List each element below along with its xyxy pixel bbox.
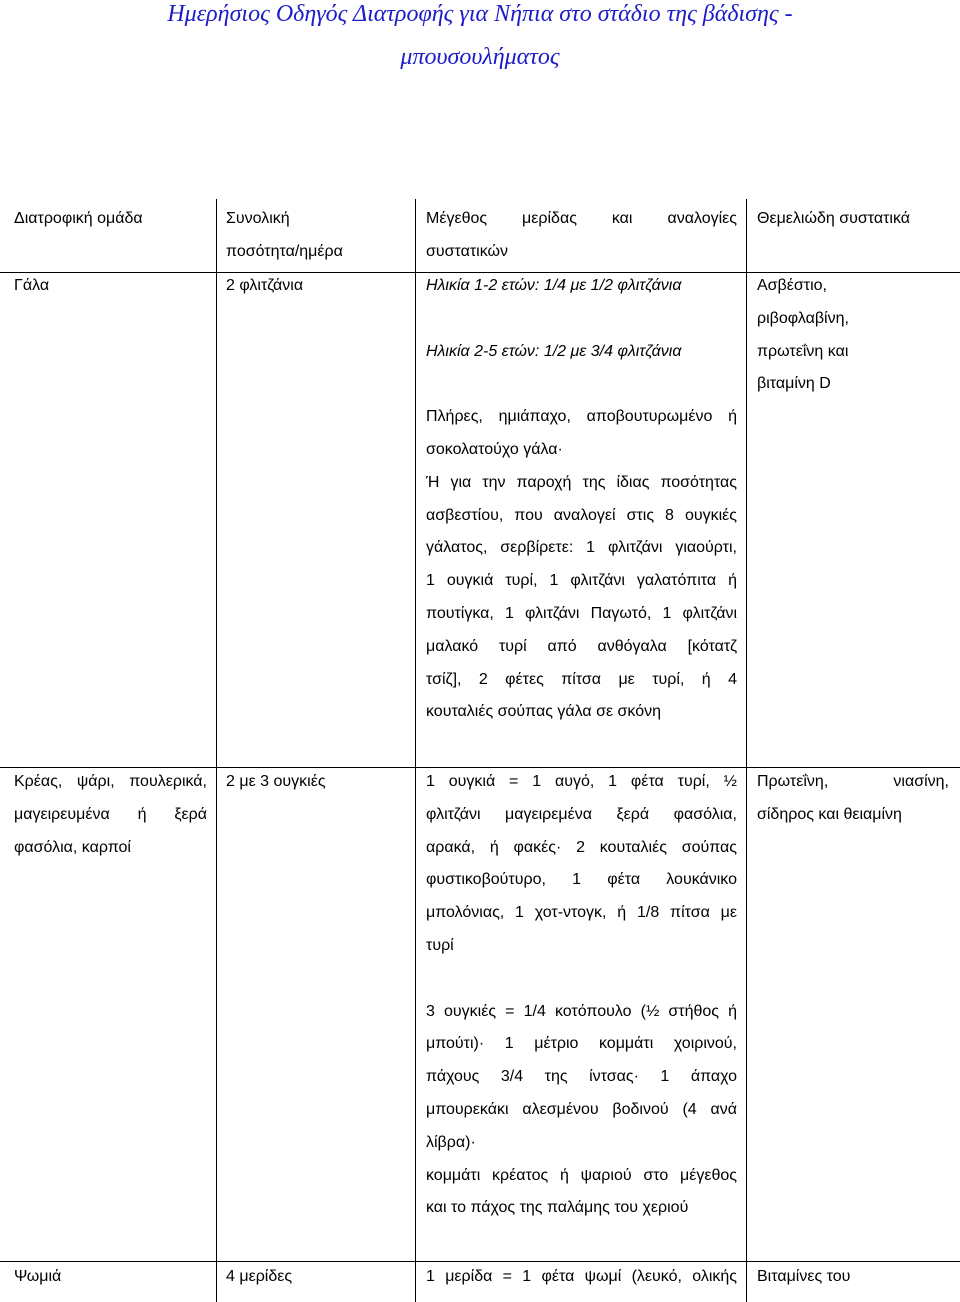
page-title-line2: μπουσουλήματος (400, 44, 560, 70)
row1-total-text: 2 φλιτζάνια (226, 277, 304, 294)
row2-portion-line: κομμάτι κρέατος ή ψαριού στο μέγεθος (426, 1166, 737, 1184)
row2-nutrient-line: σίδηρος και θειαμίνη (757, 805, 902, 823)
row2-portion-line: φυστικοβούτυρο, 1 φέτα λουκάνικο (426, 871, 737, 889)
page-title-line1: Ημερήσιος Οδηγός Διατροφής για Νήπια στο στάδιο της βάδισης - (167, 1, 793, 27)
row1-portion-line: ασβεστίου, που αναλογεί στις 8 ουγκιές (426, 506, 737, 524)
row1-portion-line: τσίζ], 2 φέτες πίτσα με τυρί, ή 4 (426, 670, 737, 688)
row2-portion-line: και το πάχος της παλάμης του χεριού (426, 1199, 689, 1217)
header-nutrients-text: Θεμελιώδη συστατικά (757, 210, 910, 227)
row2-portion-line: αρακά, ή φακές· 2 κουταλιές σούπας (426, 838, 737, 856)
row1-portion-line: Πλήρες, ημιάπαχο, αποβουτυρωμένο ή (426, 408, 737, 426)
row2-portion-line: μπούτι)· 1 μέτριο κομμάτι χοιρινού, (426, 1035, 737, 1053)
row2-portion-line: λίβρα)· (426, 1133, 476, 1151)
row2-nutrients (757, 766, 949, 832)
row1-nutrients (757, 270, 952, 401)
row1-nutrient-line: πρωτεΐνη και (757, 342, 849, 360)
header-food-group-text: Διατροφική ομάδα (14, 210, 143, 227)
row1-portion-line: πουτίγκα, 1 φλιτζάνι Παγωτό, 1 φλιτζάνι (426, 604, 737, 622)
row1-portion-line: σοκολατούχο γάλα· (426, 440, 563, 458)
column-divider-2 (415, 199, 416, 1302)
row2-group-line: Κρέας, ψάρι, πουλερικά, (14, 773, 207, 790)
row3-group-text: Ψωμιά (14, 1268, 62, 1285)
row1-food-group (14, 270, 49, 303)
row1-age-2-5: Ηλικία 2-5 ετών: 1/2 με 3/4 φλιτζάνια (426, 342, 682, 360)
row1-portion-line: μαλακό τυρί από ανθόγαλα [κότατζ (426, 637, 737, 655)
header-portion-size (426, 203, 737, 269)
row2-portion (426, 766, 737, 1225)
row3-portion-line: 1 μερίδα = 1 φέτα ψωμί (λευκό, ολικής (426, 1268, 737, 1285)
row3-total-text: 4 μερίδες (226, 1268, 293, 1285)
row2-total-text: 2 με 3 ουγκιές (226, 773, 326, 790)
row2-portion-line: τυρί (426, 936, 454, 954)
row2-total (226, 766, 326, 799)
row2-portion-line: 1 ουγκιά = 1 αυγό, 1 φέτα τυρί, ½ (426, 773, 737, 790)
row1-nutrient-line: βιταμίνη D (757, 375, 831, 393)
row2-nutrient-line: Πρωτεΐνη, νιασίνη, (757, 773, 949, 790)
row3-nutrients-text: Βιταμίνες του (757, 1268, 851, 1285)
row2-portion-line: πάχους 3/4 της ίντσας· 1 άπαχο (426, 1068, 737, 1086)
row3-total (226, 1261, 292, 1294)
row3-portion (426, 1261, 737, 1294)
row1-group-text: Γάλα (14, 277, 50, 294)
row2-portion-line: 3 ουγκιές = 1/4 κοτόπουλο (½ στήθος ή (426, 1002, 737, 1020)
row1-portion-line: κουταλιές σούπας γάλα σε σκόνη (426, 703, 662, 721)
row1-nutrient-line: ριβοφλαβίνη, (757, 309, 849, 327)
row1-nutrient-line: Ασβέστιο, (757, 277, 827, 294)
header-portion-line2: συστατικών (426, 242, 509, 260)
column-divider-1 (216, 199, 217, 1302)
row2-food-group (14, 766, 207, 864)
header-total-quantity (226, 203, 406, 269)
row2-portion-line: φλιτζάνι μαγειρεμένα ξερά φασόλια, (426, 805, 737, 823)
row1-portion-line: Ή για την παροχή της ίδιας ποσότητας (426, 473, 737, 491)
row2-group-line: φασόλια, καρποί (14, 838, 131, 856)
header-portion-line1: Μέγεθος μερίδας και αναλογίες (426, 210, 737, 227)
header-nutrients (757, 203, 910, 236)
row1-total (226, 270, 303, 303)
row1-portion (426, 270, 737, 729)
header-total-line1: Συνολική (226, 210, 290, 227)
row3-food-group (14, 1261, 61, 1294)
row1-portion-line: γάλατος, σερβίρετε: 1 φλιτζάνι γιαούρτι, (426, 539, 737, 557)
row1-portion-line: 1 ουγκιά τυρί, 1 φλιτζάνι γαλατόπιτα ή (426, 572, 737, 590)
header-food-group (14, 203, 143, 236)
row3-nutrients (757, 1261, 850, 1294)
row1-age-1-2: Ηλικία 1-2 ετών: 1/4 με 1/2 φλιτζάνια (426, 277, 682, 294)
row2-group-line: μαγειρευμένα ή ξερά (14, 805, 207, 823)
row2-portion-line: μπουρεκάκι αλεσμένου βοδινού (4 ανά (426, 1100, 737, 1118)
row2-portion-line: μπολόνιας, 1 χοτ-ντογκ, ή 1/8 πίτσα με (426, 904, 737, 922)
header-total-line2: ποσότητα/ημέρα (226, 242, 343, 260)
column-divider-3 (746, 199, 747, 1302)
